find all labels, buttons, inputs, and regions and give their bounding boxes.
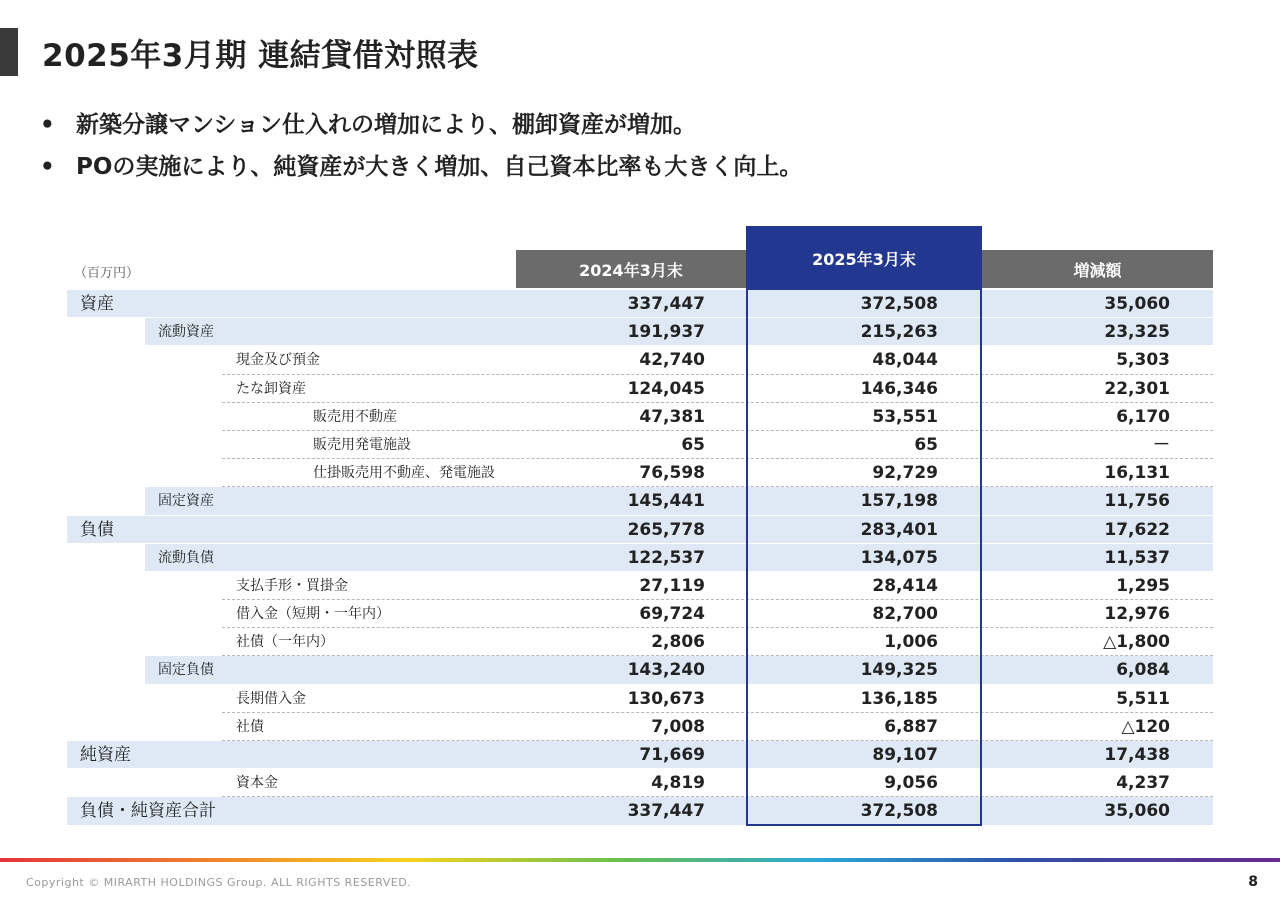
table-row [0, 290, 1280, 318]
value-diff: △1,800 [1103, 632, 1170, 653]
value-2025: 372,508 [860, 801, 938, 822]
value-2024: 145,441 [627, 491, 705, 512]
value-2025: 149,325 [860, 660, 938, 681]
value-diff: △120 [1121, 716, 1170, 737]
value-2025: 92,729 [872, 463, 938, 484]
column-header-diff: 増減額 [982, 250, 1213, 288]
value-2024: 69,724 [639, 604, 705, 625]
value-2024: 71,669 [639, 745, 705, 765]
value-2024: 265,778 [627, 519, 705, 540]
value-2025: 146,346 [860, 378, 938, 399]
value-diff: 35,060 [1104, 294, 1170, 314]
row-label: 固定資産 [158, 493, 214, 510]
row-label: 販売用不動産 [313, 408, 397, 425]
table-row [0, 656, 1280, 684]
value-diff: 5,511 [1116, 688, 1170, 709]
table-row [0, 346, 1280, 374]
value-2025: 283,401 [860, 519, 938, 540]
value-2025: 157,198 [860, 491, 938, 512]
value-diff: 35,060 [1104, 801, 1170, 822]
table-row [0, 713, 1280, 741]
value-2024: 130,673 [627, 688, 705, 709]
value-2024: 42,740 [639, 350, 705, 371]
value-2025: 89,107 [872, 745, 938, 765]
row-label: 負債・純資産合計 [80, 801, 216, 822]
value-diff: 22,301 [1104, 378, 1170, 399]
value-diff: 11,756 [1104, 491, 1170, 512]
row-label: 社債 [236, 718, 264, 735]
row-label: 社債（一年内） [236, 634, 334, 651]
value-diff: 5,303 [1116, 350, 1170, 371]
row-label: 借入金（短期・一年内） [236, 606, 390, 623]
value-diff: 17,622 [1104, 519, 1170, 540]
bullet-list [40, 104, 802, 188]
value-2025: 65 [914, 434, 938, 455]
value-2025: 134,075 [860, 547, 938, 568]
row-label: 仕掛販売用不動産、発電施設 [313, 465, 495, 482]
value-diff: 6,084 [1116, 660, 1170, 681]
table-row [0, 375, 1280, 403]
value-2024: 124,045 [627, 378, 705, 399]
value-diff: 12,976 [1104, 604, 1170, 625]
value-2025: 82,700 [872, 604, 938, 625]
value-2024: 191,937 [627, 322, 705, 343]
value-diff: 6,170 [1116, 406, 1170, 427]
table-row [0, 459, 1280, 487]
table-row [0, 403, 1280, 431]
unit-label: （百万円） [74, 266, 140, 281]
value-2024: 122,537 [627, 547, 705, 568]
row-label: 長期借入金 [236, 690, 306, 707]
row-label: 負債 [80, 519, 114, 540]
value-2024: 337,447 [627, 801, 705, 822]
table-row [0, 685, 1280, 713]
bullet-item [40, 146, 802, 188]
value-diff: 23,325 [1104, 322, 1170, 343]
title-accent-bar [0, 28, 18, 76]
balance-sheet-table [0, 290, 1280, 826]
table-row [0, 797, 1280, 825]
value-diff: 17,438 [1104, 745, 1170, 765]
value-2024: 7,008 [651, 716, 705, 737]
row-label: 流動資産 [158, 324, 214, 341]
copyright-text: Copyright © MIRARTH HOLDINGS Group. ALL RIGHTS RESERVED. [26, 876, 412, 889]
value-2025: 48,044 [872, 350, 938, 371]
table-row [0, 487, 1280, 515]
table-row [0, 741, 1280, 769]
row-label: 現金及び預金 [236, 352, 320, 369]
value-2025: 215,263 [860, 322, 938, 343]
value-2025: 1,006 [884, 632, 938, 653]
value-2025: 53,551 [872, 406, 938, 427]
value-2024: 2,806 [651, 632, 705, 653]
value-2024: 4,819 [651, 773, 705, 794]
value-2024: 337,447 [627, 294, 705, 314]
table-row [0, 544, 1280, 572]
column-header-2025: 2025年3月末 [746, 226, 982, 290]
table-row [0, 431, 1280, 459]
bullet-icon: • [40, 154, 55, 180]
value-2024: 47,381 [639, 406, 705, 427]
table-row [0, 572, 1280, 600]
footer-rainbow-bar [0, 858, 1280, 862]
value-diff: 16,131 [1104, 463, 1170, 484]
value-diff: 4,237 [1116, 773, 1170, 794]
page-number: 8 [1248, 874, 1258, 890]
column-header-2024: 2024年3月末 [516, 250, 746, 288]
value-2025: 9,056 [884, 773, 938, 794]
bullet-item [40, 104, 802, 146]
row-label: 流動負債 [158, 549, 214, 566]
row-label: 資産 [80, 294, 114, 314]
table-row [0, 516, 1280, 544]
row-label: たな卸資産 [236, 380, 306, 397]
value-2024: 27,119 [639, 575, 705, 596]
value-2024: 65 [681, 434, 705, 455]
row-label: 純資産 [80, 745, 131, 765]
row-label: 販売用発電施設 [313, 436, 411, 453]
value-diff: － [1153, 434, 1170, 455]
row-label: 固定負債 [158, 662, 214, 679]
bullet-text: POの実施により、純資産が大きく増加、自己資本比率も大きく向上。 [76, 154, 803, 180]
value-diff: 11,537 [1104, 547, 1170, 568]
value-2024: 76,598 [639, 463, 705, 484]
table-row [0, 769, 1280, 797]
table-row [0, 318, 1280, 346]
value-2025: 136,185 [860, 688, 938, 709]
row-label: 資本金 [236, 775, 278, 792]
table-row [0, 600, 1280, 628]
page-title: 2025年3月期 連結貸借対照表 [42, 38, 479, 74]
value-2024: 143,240 [627, 660, 705, 681]
value-2025: 28,414 [872, 575, 938, 596]
value-2025: 6,887 [884, 716, 938, 737]
value-2025: 372,508 [860, 294, 938, 314]
bullet-icon: • [40, 112, 55, 138]
row-label: 支払手形・買掛金 [236, 577, 348, 594]
bullet-text: 新築分譲マンション仕入れの増加により、棚卸資産が増加。 [76, 112, 696, 138]
value-diff: 1,295 [1116, 575, 1170, 596]
table-row [0, 628, 1280, 656]
